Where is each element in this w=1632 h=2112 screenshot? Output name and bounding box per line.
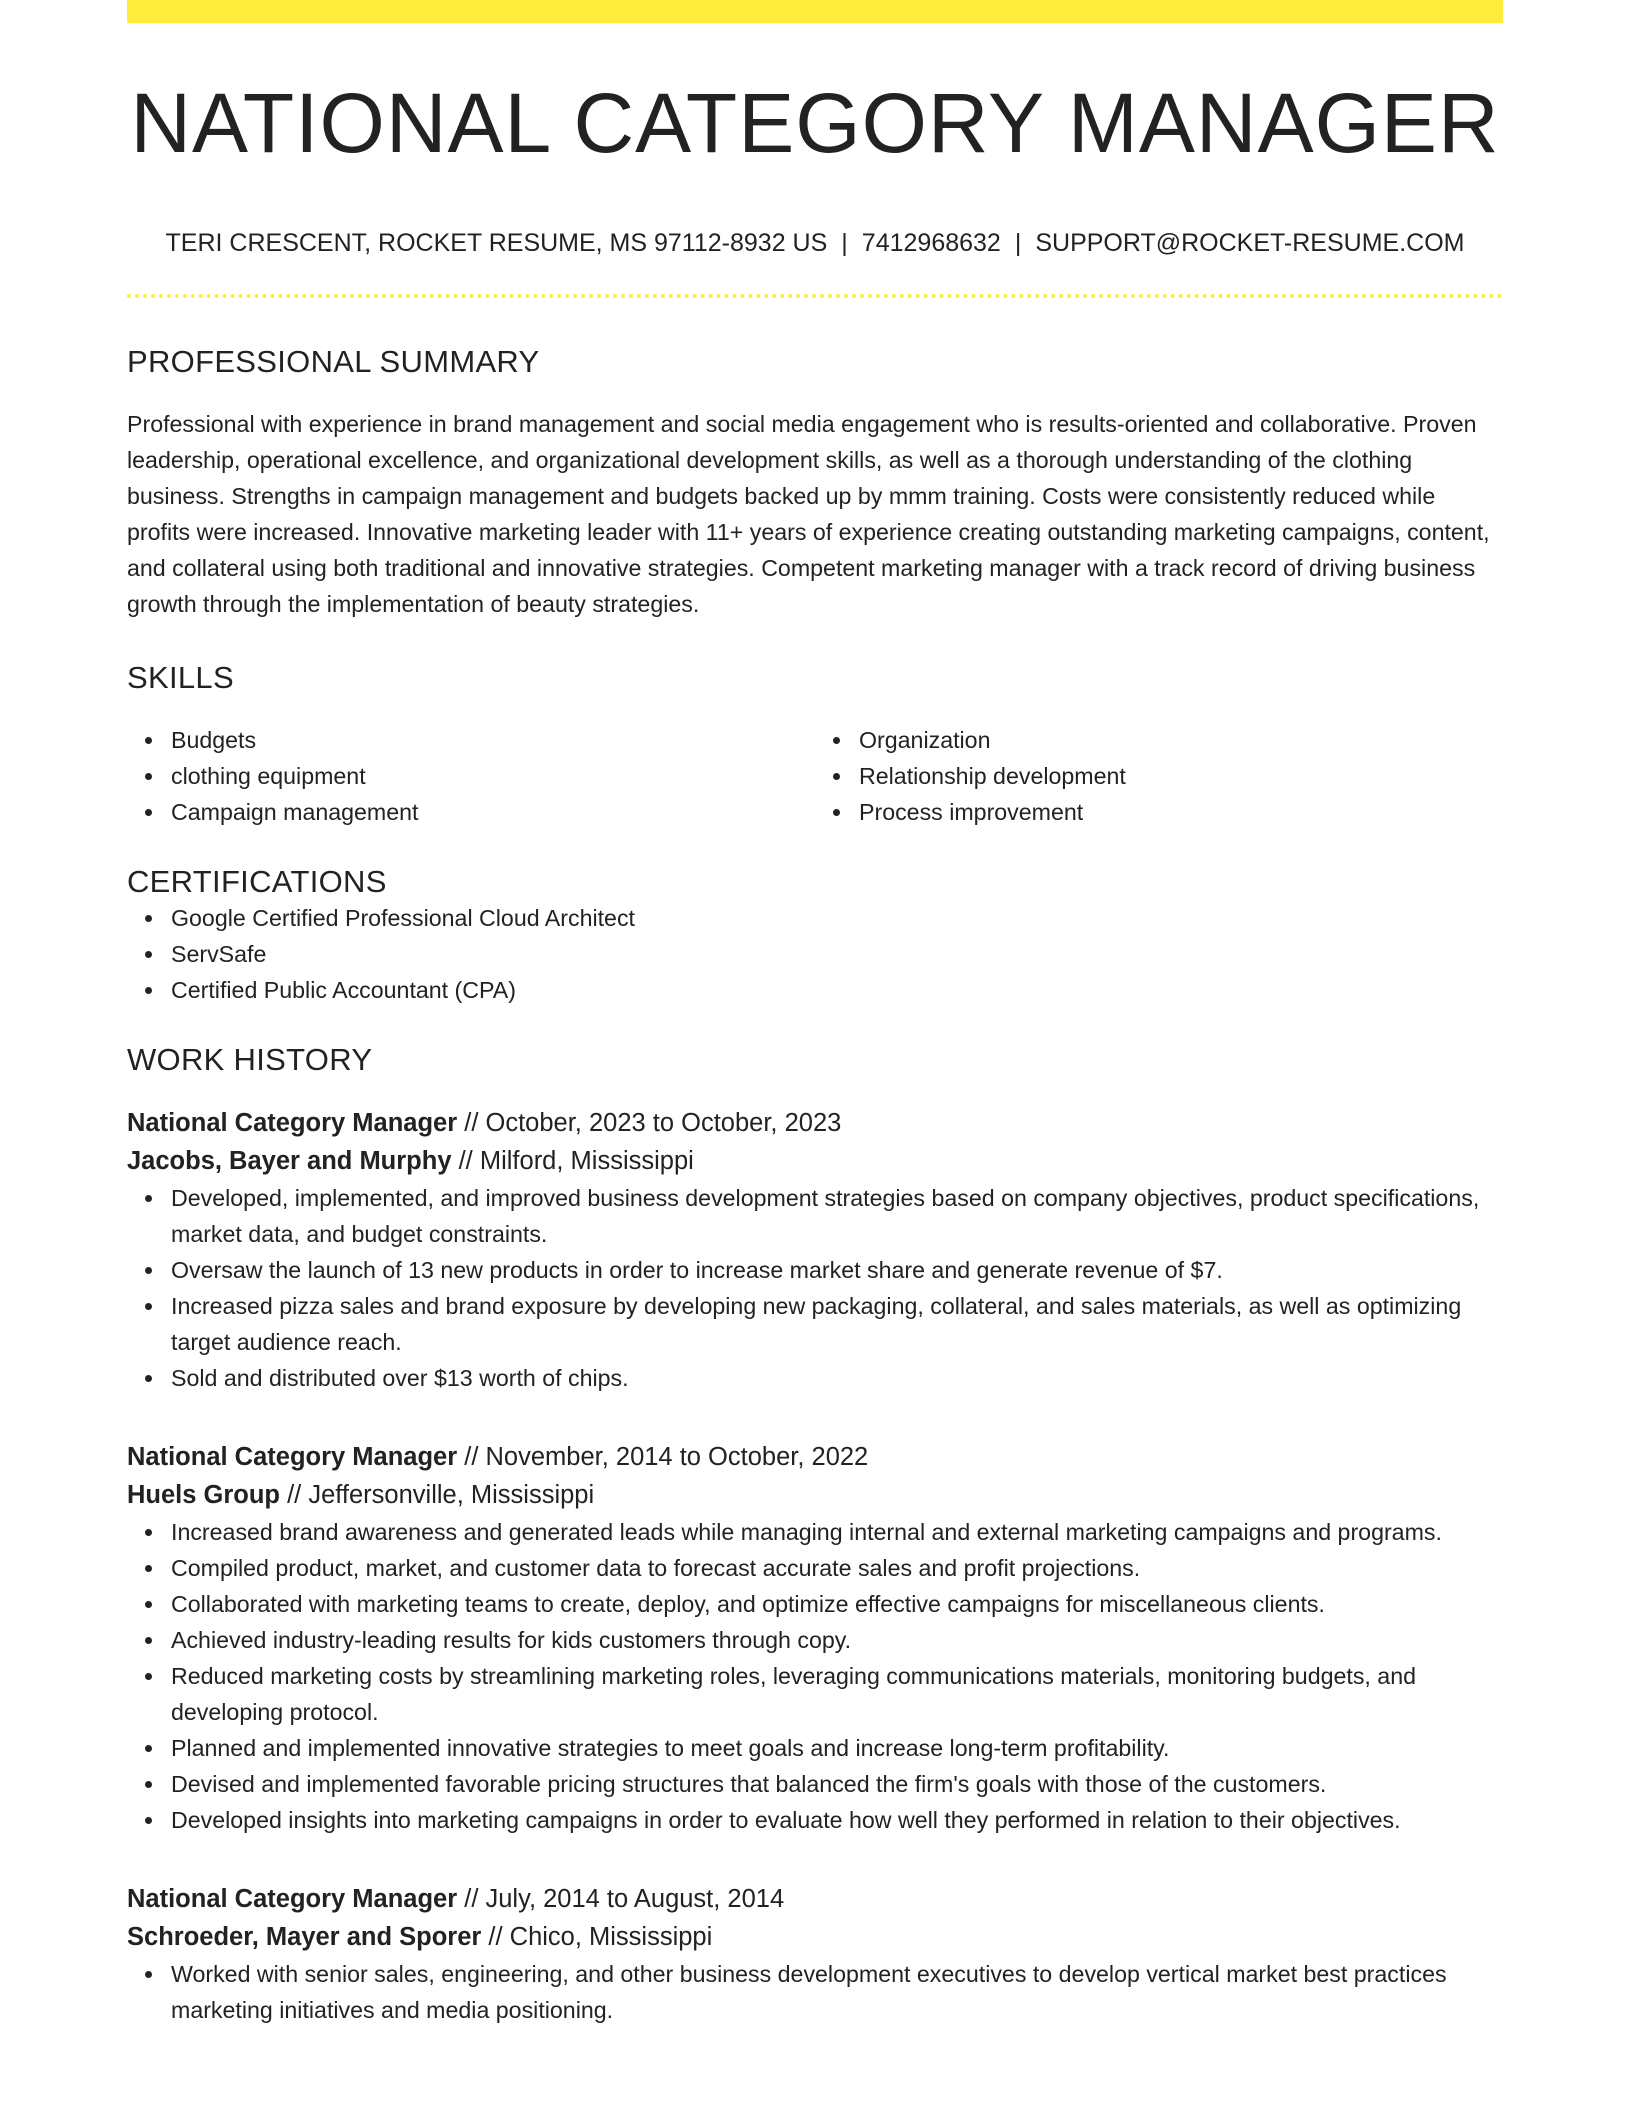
- job-bullets: [127, 1514, 1503, 1838]
- job-bullet: Increased brand awareness and generated leads while managing internal and external marketing campaigns and programs.: [171, 1514, 1503, 1550]
- job-company-line: [127, 1476, 1503, 1514]
- resume-page: [127, 0, 1503, 2028]
- job-title: National Category Manager: [127, 1109, 458, 1137]
- job-bullet: Oversaw the launch of 13 new products in order to increase market share and generate revenue of $7.: [171, 1252, 1503, 1288]
- certifications-heading: CERTIFICATIONS: [127, 864, 387, 899]
- contact-separator: |: [1014, 229, 1022, 257]
- header-divider: [127, 294, 1503, 298]
- job-location: // Chico, Mississippi: [481, 1923, 713, 1951]
- accent-top-bar: [127, 0, 1503, 23]
- skills-list-right: [815, 722, 1503, 830]
- skills-list-left: [127, 722, 815, 830]
- skill-item: Relationship development: [859, 758, 1503, 794]
- job-location: // Jeffersonville, Mississippi: [280, 1481, 595, 1509]
- job-bullet: Increased pizza sales and brand exposure by developing new packaging, collateral, and sales materials, as well as optimizing target audience reach.: [171, 1288, 1503, 1360]
- skills-heading: SKILLS: [127, 660, 234, 695]
- job-bullet: Reduced marketing costs by streamlining marketing roles, leveraging communications materials, monitoring budgets, and developing protocol.: [171, 1658, 1503, 1730]
- certification-item: Certified Public Accountant (CPA): [171, 972, 1503, 1008]
- job-entry: [127, 1438, 1503, 1838]
- summary-heading: PROFESSIONAL SUMMARY: [127, 344, 540, 379]
- job-company-line: [127, 1142, 1503, 1180]
- certification-item: ServSafe: [171, 936, 1503, 972]
- job-title-line: [127, 1880, 1503, 1918]
- job-bullets: [127, 1180, 1503, 1396]
- skill-item: Budgets: [171, 722, 815, 758]
- certification-item: Google Certified Professional Cloud Architect: [171, 900, 1503, 936]
- contact-address: TERI CRESCENT, ROCKET RESUME, MS 97112-8932 US: [165, 229, 828, 257]
- skill-item: Organization: [859, 722, 1503, 758]
- skill-item: Process improvement: [859, 794, 1503, 830]
- job-bullet: Compiled product, market, and customer data to forecast accurate sales and profit projections.: [171, 1550, 1503, 1586]
- job-bullet: Developed, implemented, and improved business development strategies based on company objectives, product specifications, market data, and budget constraints.: [171, 1180, 1503, 1252]
- contact-email: SUPPORT@ROCKET-RESUME.COM: [1035, 229, 1465, 257]
- summary-text: Professional with experience in brand management and social media engagement who is results-oriented and collaborative. Proven leadership, operational excellence, and organizational development skills, as well as a thorough understanding of the clothing business. Strengths in campaign management and budgets backed up by mmm training. Costs were consistently reduced while profits were increased. Innovative marketing leader with 11+ years of experience creating outstanding marketing campaigns, content, and collateral using both traditional and innovative strategies. Competent marketing manager with a track record of driving business growth through the implementation of beauty strategies.: [127, 411, 1490, 617]
- job-title-line: [127, 1438, 1503, 1476]
- job-dates: // November, 2014 to October, 2022: [457, 1443, 869, 1471]
- job-company-line: [127, 1918, 1503, 1956]
- job-bullet: Worked with senior sales, engineering, and other business development executives to develop vertical market best practices marketing initiatives and media positioning.: [171, 1956, 1503, 2028]
- certifications-list: [127, 900, 1503, 1008]
- job-title-line: [127, 1104, 1503, 1142]
- job-bullet: Devised and implemented favorable pricing structures that balanced the firm's goals with those of the customers.: [171, 1766, 1503, 1802]
- job-bullet: Collaborated with marketing teams to create, deploy, and optimize effective campaigns for miscellaneous clients.: [171, 1586, 1503, 1622]
- job-company: Huels Group: [127, 1481, 281, 1509]
- job-company: Schroeder, Mayer and Sporer: [127, 1923, 482, 1951]
- job-bullets: [127, 1956, 1503, 2028]
- skill-item: clothing equipment: [171, 758, 815, 794]
- job-bullet: Achieved industry-leading results for kids customers through copy.: [171, 1622, 1503, 1658]
- job-title: National Category Manager: [127, 1443, 458, 1471]
- job-company: Jacobs, Bayer and Murphy: [127, 1147, 452, 1175]
- job-bullet: Developed insights into marketing campaigns in order to evaluate how well they performed in relation to their objectives.: [171, 1802, 1503, 1838]
- contact-line: [127, 229, 1503, 258]
- job-location: // Milford, Mississippi: [451, 1147, 694, 1175]
- contact-phone: 7412968632: [861, 229, 1001, 257]
- job-dates: // July, 2014 to August, 2014: [457, 1885, 785, 1913]
- resume-title: NATIONAL CATEGORY MANAGER: [130, 76, 1500, 170]
- skills-columns: [127, 722, 1503, 830]
- skill-item: Campaign management: [171, 794, 815, 830]
- job-dates: // October, 2023 to October, 2023: [457, 1109, 842, 1137]
- work-history-heading: WORK HISTORY: [127, 1042, 373, 1077]
- contact-separator: |: [841, 229, 848, 257]
- job-bullet: Planned and implemented innovative strategies to meet goals and increase long-term profitability.: [171, 1730, 1503, 1766]
- job-bullet: Sold and distributed over $13 worth of chips.: [171, 1360, 1503, 1396]
- job-entry: [127, 1880, 1503, 2028]
- job-entry: [127, 1104, 1503, 1396]
- job-title: National Category Manager: [127, 1885, 458, 1913]
